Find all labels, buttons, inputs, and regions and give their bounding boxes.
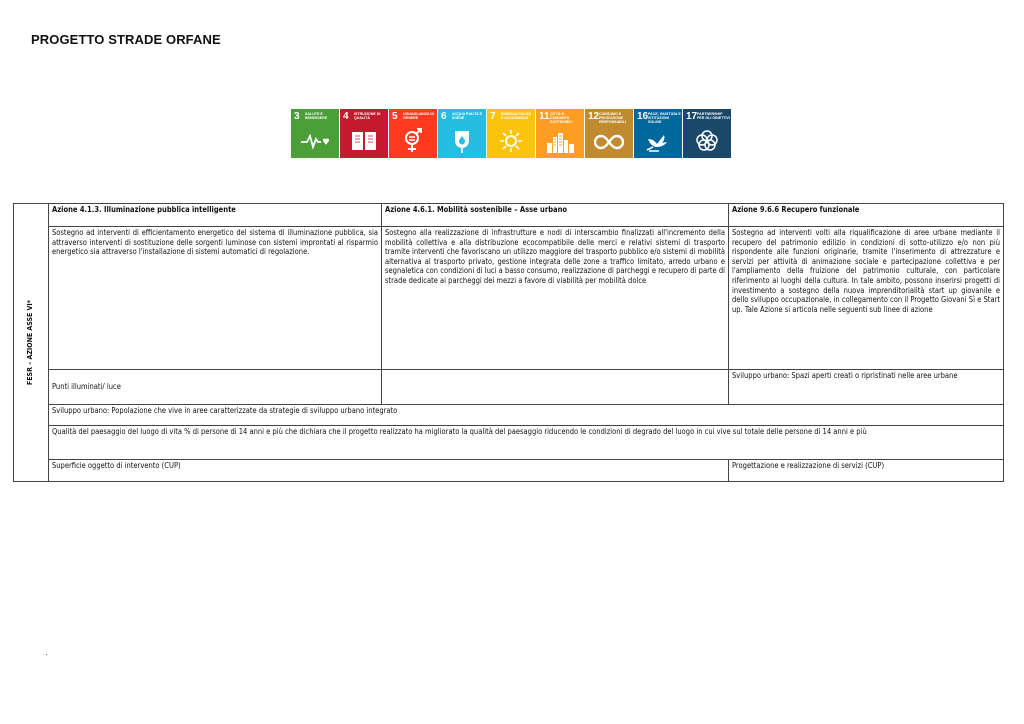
sdg-tile-4: 4 ISTRUZIONE DI QUALITÀ [340,109,388,158]
rings-icon [692,125,722,155]
sdg-tile-6: 6 ACQUA PULITA E IGIENE [438,109,486,158]
surface-indicator: Superficie oggetto di intervento (CUP) [49,460,729,482]
header-action-4-6-1: Azione 4.6.1. Mobilità sostenibile – Asse urbano [382,204,729,227]
infinity-icon [594,125,624,155]
sdg-tile-11: 11 CITTÀ E COMUNITÀ SOSTENIBILI [536,109,584,158]
sdg-tile-3: 3 SALUTE E BENESSERE [291,109,339,158]
quality-indicator: Qualità del paesaggio del luogo di vita % di persone di 14 anni e più che dichiara che il progetto realizzato ha migliorato la qualità del paesaggio riducendo le condizioni di degrado del luogo in cui vive sul totale delle persone di 14 anni e più [49,426,1004,460]
header-action-4-1-3: Azione 4.1.3. Illuminazione pubblica intelligente [49,204,382,227]
description-action-4-1-3: Sostegno ad interventi di efficientamento energetico del sistema di illuminazione pubblica, sia attraverso interventi di sostituzione delle sorgenti luminose con sistemi improntati al risparmio energetico sia attraverso l'installazione di sistemi automatici di regolazione. [49,227,382,370]
population-indicator: Sviluppo urbano: Popolazione che vive in aree caratterizzate da strategie di sviluppo urbano integrato [49,405,1004,426]
indicator-action-4-6-1 [382,370,729,405]
book-icon [349,125,379,155]
services-indicator: Progettazione e realizzazione di servizi (CUP) [729,460,1004,482]
page-mark [46,654,47,655]
city-icon [545,125,575,155]
water-drop-icon [447,125,477,155]
header-action-9-6-6: Azione 9.6.6 Recupero funzionale [729,204,1004,227]
sdg-tile-12: 12 CONSUMO E PRODUZIONE RESPONSABILI [585,109,633,158]
actions-table [13,203,1004,482]
table-header-row [14,204,1004,227]
page-title: PROGETTO STRADE ORFANE [31,32,221,47]
table-population-row [14,405,1004,426]
sdg-tile-7: 7 ENERGIA PULITA E ACCESSIBILE [487,109,535,158]
description-action-9-6-6: Sostegno ad interventi volti alla riqualificazione di aree urbane mediante il recupero del patrimonio edilizio in condizioni di sotto-utilizzo e/o non più rispondente alle funzioni originarie, tramite l'inserimento di attrezzature e servizi per attività di animazione sociale e partecipazione collettiva e per l'ampliamento della fruizione del patrimonio culturale, con particolare riferimento ai luoghi della cultura. In tale ambito, possono inserirsi progetti di investimento a sostegno della nuova imprenditorialità start up giovanile e dello sviluppo occupazionale, in collegamento con il Progetto Giovani Sì e Start up. Tale Azione si articola nelle seguenti sub linee di azione [729,227,1004,370]
table-quality-row [14,426,1004,460]
heartbeat-icon [300,125,330,155]
indicator-action-9-6-6: Sviluppo urbano: Spazi aperti creati o ripristinati nelle aree urbane [729,370,1004,405]
sdg-icons-strip [291,109,732,158]
sun-icon [496,125,526,155]
table-last-row [14,460,1004,482]
dove-icon [643,125,673,155]
table-description-row [14,227,1004,370]
side-label-cell [14,204,49,482]
table-indicators-row [14,370,1004,405]
indicator-action-4-1-3: Punti illuminati/ luce [49,370,382,405]
sdg-tile-5: 5 UGUAGLIANZA DI GENERE [389,109,437,158]
sdg-tile-17: 17 PARTNERSHIP PER GLI OBIETTIVI [683,109,731,158]
description-action-4-6-1: Sostegno alla realizzazione di infrastrutture e nodi di interscambio finalizzati all'incremento della mobilità collettiva e alla distribuzione ecocompatibile delle merci e relativi sistemi di trasporto tramite interventi che favoriscano un utilizzo maggiore del trasporto pubblico e/o sistemi di mobilità alternativa al trasporto privato, gestione integrata delle zone a traffico limitato, arredo urbano e segnaletica con condizioni di luci a basso consumo, realizzazione di parcheggi e recupero di parte di strade dedicate ai parcheggi dei mezzi a favore di viabilità per mobilità dolce [382,227,729,370]
sdg-tile-16: 16 PACE, GIUSTIZIA E ISTITUZIONI SOLIDE [634,109,682,158]
gender-icon [398,125,428,155]
side-label: FESR – AZIONE ASSE VI* [26,299,35,386]
